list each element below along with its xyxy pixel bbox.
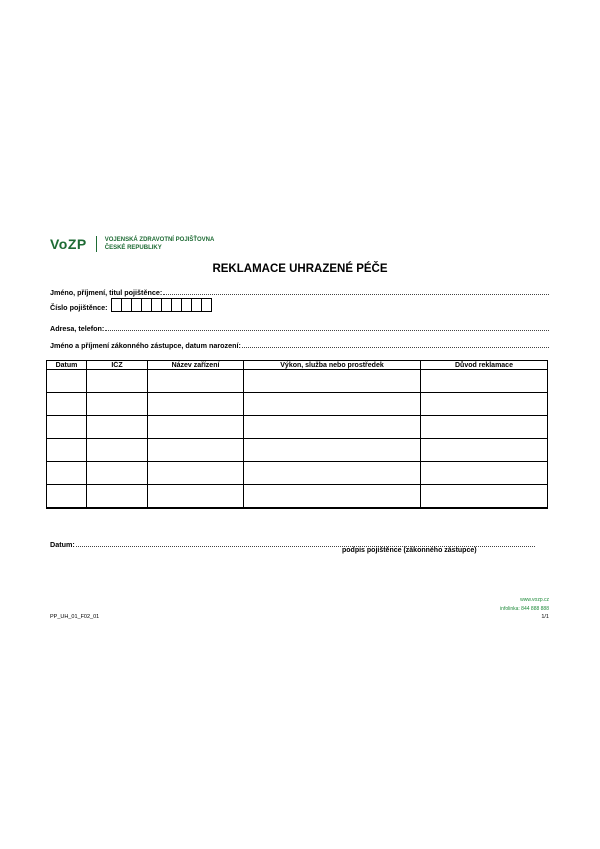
table-cell[interactable] [421,485,548,509]
digit-box[interactable] [112,299,122,311]
form-title: REKLAMACE UHRAZENÉ PÉČE [212,263,388,275]
table-cell[interactable] [421,416,548,439]
table-cell[interactable] [87,439,148,462]
footer-infoline: infolinka: 844 888 888 [500,606,549,612]
table-cell[interactable] [47,485,87,509]
table-cell[interactable] [87,485,148,509]
table-cell[interactable] [148,485,244,509]
header-reason: Důvod reklamace [421,361,548,370]
digit-box[interactable] [122,299,132,311]
field-address-label: Adresa, telefon: [50,324,105,333]
table-row [47,462,548,485]
table-row [47,439,548,462]
insured-number-boxes[interactable] [111,298,212,312]
footer-page-number: 1/1 [541,614,549,620]
table-cell[interactable] [87,393,148,416]
table-row [47,485,548,509]
table-cell[interactable] [244,370,421,393]
digit-box[interactable] [142,299,152,311]
field-insured-number-label: Číslo pojištěnce: [50,303,108,312]
table-cell[interactable] [47,370,87,393]
table-cell[interactable] [148,462,244,485]
table-cell[interactable] [244,393,421,416]
table-row [47,370,548,393]
field-name[interactable] [50,285,549,297]
field-guardian-line[interactable] [242,347,549,348]
table-cell[interactable] [47,416,87,439]
header-service: Výkon, služba nebo prostředek [244,361,421,370]
table-cell[interactable] [47,439,87,462]
field-name-line[interactable] [163,294,549,295]
table-cell[interactable] [47,462,87,485]
table-cell[interactable] [244,439,421,462]
table-cell[interactable] [421,439,548,462]
logo-mark: VoZP [50,236,87,252]
digit-box[interactable] [162,299,172,311]
digit-box[interactable] [192,299,202,311]
table-cell[interactable] [244,416,421,439]
header-facility: Název zařízení [148,361,244,370]
field-guardian[interactable] [50,338,549,350]
table-row [47,416,548,439]
field-address-line[interactable] [105,330,549,331]
field-name-label: Jméno, příjmení, titul pojištěnce: [50,288,163,297]
table-cell[interactable] [148,439,244,462]
table-cell[interactable] [421,370,548,393]
table-cell[interactable] [87,370,148,393]
claims-table [46,360,548,509]
table-cell[interactable] [244,462,421,485]
table-cell[interactable] [47,393,87,416]
vozp-logo [50,236,214,252]
table-cell[interactable] [87,462,148,485]
logo-divider [96,236,97,252]
digit-box[interactable] [182,299,192,311]
digit-box[interactable] [152,299,162,311]
header-date: Datum [47,361,87,370]
logo-line-2: ČESKÉ REPUBLIKY [104,245,162,251]
table-cell[interactable] [87,416,148,439]
table-cell[interactable] [244,485,421,509]
header-icz: IČZ [87,361,148,370]
table-cell[interactable] [148,370,244,393]
digit-box[interactable] [132,299,142,311]
table-row [47,393,548,416]
logo-line-1: VOJENSKÁ ZDRAVOTNÍ POJIŠŤOVNA [104,237,215,243]
footer-form-code: PP_UH_01_F02_01 [50,614,100,620]
footer-website: www.vozp.cz [520,597,549,603]
field-address[interactable] [50,321,549,333]
logo-text [105,236,215,252]
table-cell[interactable] [148,416,244,439]
field-date-label: Datum: [50,540,75,549]
signature-caption: podpis pojištěnce (zákonného zástupce) [342,547,477,554]
digit-box[interactable] [172,299,182,311]
field-guardian-label: Jméno a příjmení zákonného zástupce, datum narození: [50,341,241,350]
table-header-row [47,361,548,370]
field-insured-number[interactable] [50,300,212,312]
table-cell[interactable] [421,393,548,416]
table-cell[interactable] [148,393,244,416]
table-cell[interactable] [421,462,548,485]
digit-box[interactable] [202,299,211,311]
